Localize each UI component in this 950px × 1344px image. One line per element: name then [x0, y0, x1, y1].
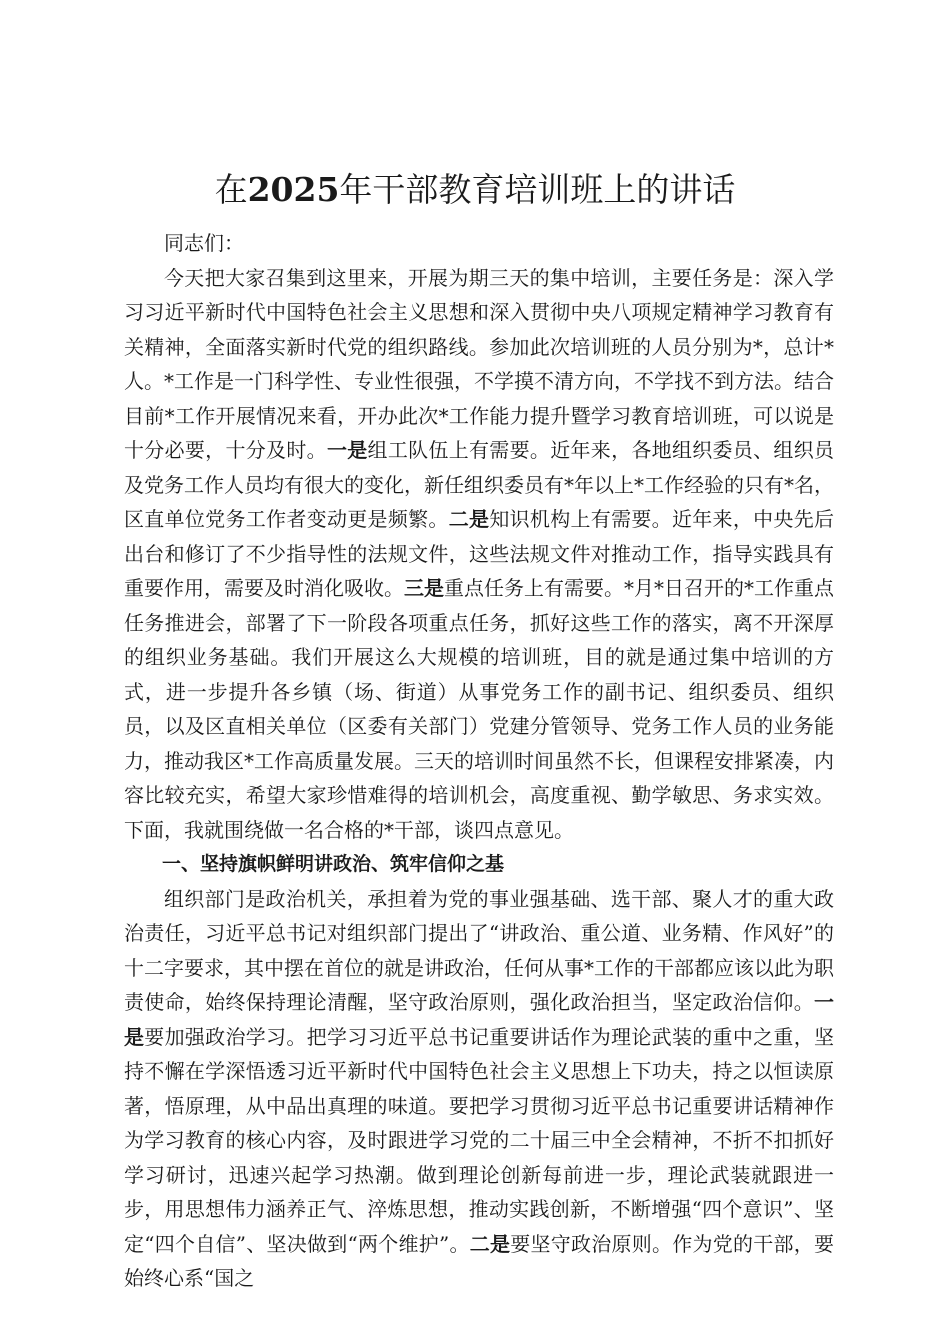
paragraph-section-1 — [124, 882, 834, 1296]
salutation: 同志们： — [164, 231, 244, 255]
ordinal-marker: 一是 — [326, 438, 368, 462]
title-year: 2025 — [247, 170, 340, 209]
paragraph-text: 重点任务上有需要。*月*日召开的*工作重点任务推进会，部署了下一阶段各项重点任务，抓好这些工作的落实，离不开深厚的组织业务基础。我们开展这么大规模的培训班，目的就是通过集中培训的方式，进一步提升各乡镇（场、街道）从事党务工作的副书记、组织委员、组织员，以及区直相关单位（区委有关部门）党建分管领导、党务工作人员的业务能力，推动我区*工作高质量发展。三天的培训时间虽然不长，但课程安排紧凑，内容比较充实，希望大家珍惜难得的培训机会，高度重视、勤学敏思、务求实效。下面，我就围绕做一名合格的*干部，谈四点意见。 — [124, 576, 834, 842]
ordinal-marker: 二是 — [469, 1231, 511, 1256]
title-suffix: 年干部教育培训班上的讲话 — [339, 170, 736, 209]
paragraph-text: 知识机构上有需要。近年来，中央先后出台和修订了不少指导性的法规文件，这些法规文件对推动工作，指导实践具有重要作用，需要及时消化吸收。 — [124, 507, 835, 600]
ordinal-marker: 一是 — [124, 990, 834, 1049]
paragraph-intro — [124, 261, 834, 848]
paragraph-text: 今天把大家召集到这里来，开展为期三天的集中培训，主要任务是：深入学习习近平新时代中国特色社会主义思想和深入贯彻中央八项规定精神学习教育有关精神，全面落实新时代党的组织路线。参加此次培训班的人员分别为*，总计*人。*工作是一门科学性、专业性很强，不学摸不清方向，不学找不到方法。结合目前*工作开展情况来看，开办此次*工作能力提升暨学习教育培训班，可以说是十分必要，十分及时。 — [124, 265, 834, 462]
paragraph-text: 要坚守政治原则。作为党的干部，要始终心系“国之 — [124, 1231, 835, 1290]
ordinal-marker: 二是 — [448, 507, 490, 531]
page-title — [0, 166, 950, 214]
paragraph-text: 要加强政治学习。把学习习近平总书记重要讲话作为理论武装的重中之重，坚持不懈在学深悟透习近平新时代中国特色社会主义思想上下功夫，持之以恒读原著，悟原理，从中品出真理的味道。要把学习贯彻习近平总书记重要讲话精神作为学习教育的核心内容，及时跟进学习党的二十届三中全会精神，不折不扣抓好学习研讨，迅速兴起学习热潮。做到理论创新每前进一步，理论武装就跟进一步，用思想伟力涵养正气、淬炼思想，推动实践创新，不断增强“四个意识”、坚定“四个自信”、坚决做到“两个维护”。 — [124, 1024, 835, 1256]
paragraph-text: 组工队伍上有需要。近年来，各地组织委员、组织员及党务工作人员均有很大的变化，新任组织委员有*年以上*工作经验的只有*名，区直单位党务工作者变动更是频繁。 — [124, 438, 835, 531]
paragraph-text: 组织部门是政治机关，承担着为党的事业强基础、选干部、聚人才的重大政治责任，习近平总书记对组织部门提出了“讲政治、重公道、业务精、作风好”的十二字要求，其中摆在首位的就是讲政治，任何从事*工作的干部都应该以此为职责使命，始终保持理论清醒，坚守政治原则，强化政治担当，坚定政治信仰。 — [124, 886, 834, 1014]
section-heading-1: 一、坚持旗帜鲜明讲政治、筑牢信仰之基 — [162, 853, 505, 875]
ordinal-marker: 三是 — [404, 576, 444, 600]
speech-body — [124, 226, 834, 1296]
title-prefix: 在 — [214, 170, 248, 209]
